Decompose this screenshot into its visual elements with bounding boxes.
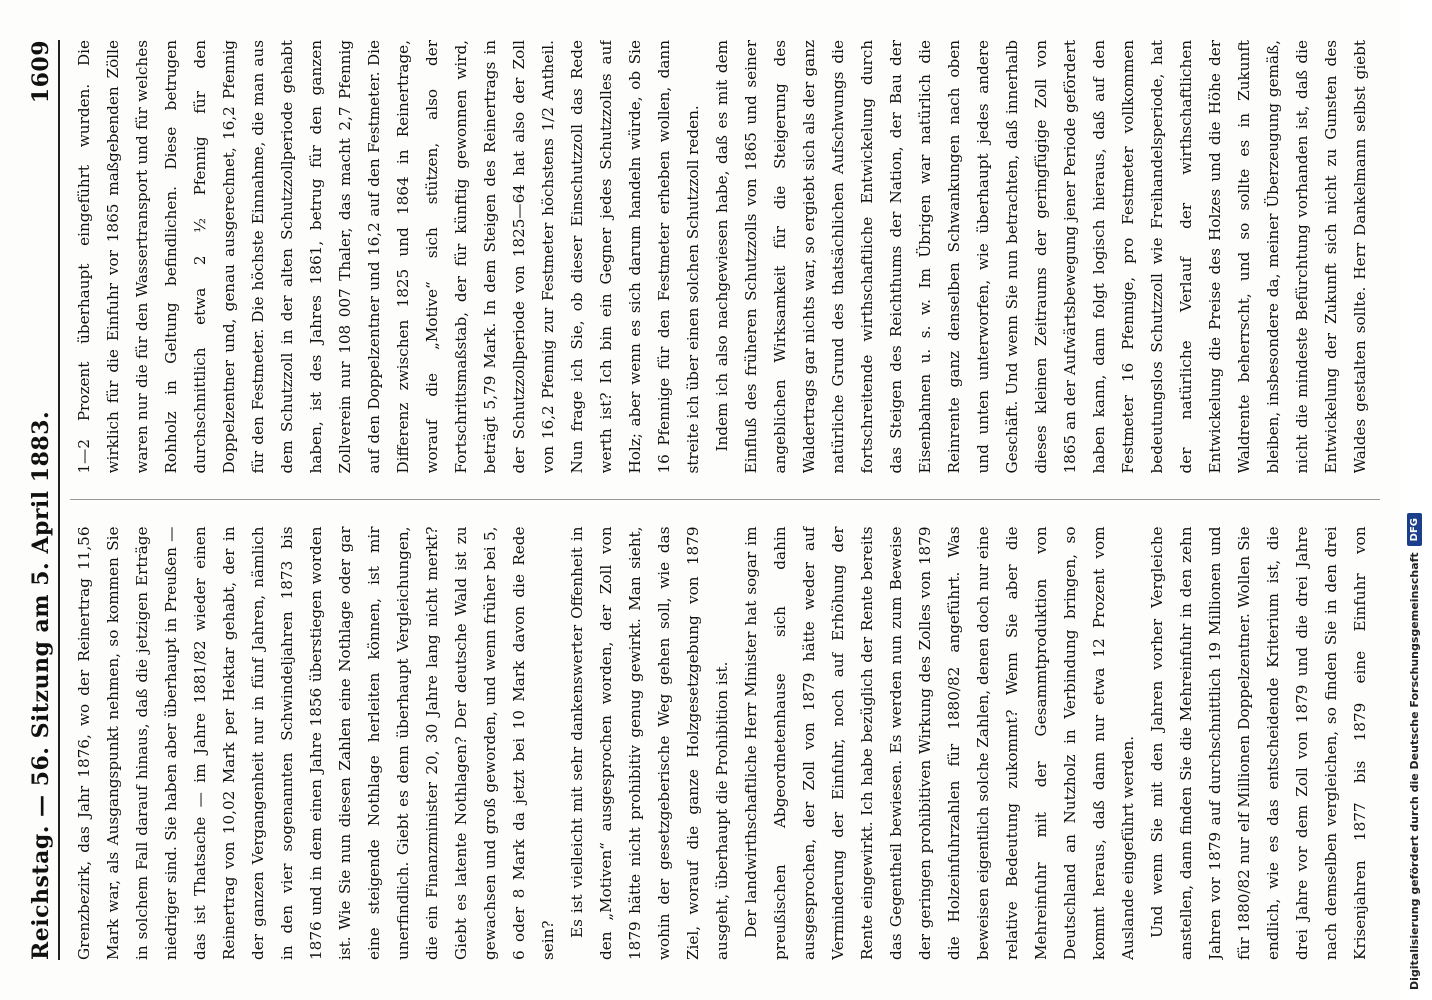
left-column — [70, 527, 1380, 961]
paragraph: Indem ich also nachgewiesen habe, daß es mit dem Einfluß des früheren Schutzzolls von 1865 und seiner angeblichen Wirksamkeit für die Steigerung des Waldertrags gar nichts war, so ergiebt sich als der ganz natürliche Grund des thatsächlichen Aufschwungs die fortschreitende wirthschaftliche Entwickelung durch das Steigen des Reichthums der Nation, der Bau der Eisenbahnen u. s. w. Im Übrigen war natürlich die Reinrente ganz denselben Schwankungen nach oben und unten unterworfen, wie überhaupt jedes andere Geschäft. Und wenn Sie nun betrachten, daß innerhalb dieses kleinen Zeitraums der geringfügige Zoll von 1865 an der Aufwärtsbewegung jener Periode gefördert haben kann, dann folgt logisch hieraus, daß auf den Festmeter 16 Pfennige, pro Festmeter vollkommen bedeutungslos Schutzzoll wie Freihandelsperiode, hat der natürliche Verlauf der wirthschaftlichen Entwickelung die Preise des Holzes und die Höhe der Waldrente beherrscht, und so sollte es in Zukunft bleiben, insbesondere da, meiner Überzeugung gemäß, nicht die mindeste Befürchtung vorhanden ist, daß die Entwickelung der Zukunft sich nicht zu Gunsten des Waldes gestalten sollte. Herr Dankelmann selbst giebt — [713, 40, 1369, 474]
paragraph: Grenzbezirk, das Jahr 1876, wo der Reinertrag 11,56 Mark war, als Ausgangspunkt nehmen, so kommen Sie in solchem Fall darauf hinaus, daß die jetzigen Erträge niedriger sind. Sie haben aber überhaupt in Preußen — das ist Thatsache — im Jahre 1881/82 wieder einen Reinertrag von 10,02 Mark per Hektar gehabt, der in der ganzen Vergangenheit nur in fünf Jahren, nämlich in den vier sogenannten Schwindeljahren 1873 bis 1876 und in dem einen Jahre 1856 überstiegen worden ist. Wie Sie nun diesen Zahlen eine Nothlage oder gar eine steigende Nothlage herleiten können, ist mir unerfindlich. Giebt es denn überhaupt Vergleichungen, die ein Finanzminister 20, 30 Jahre lang nicht merkt? Giebt es latente Nothlagen? Der deutsche Wald ist zu gewachsen und groß geworden, und wenn früher bei 5, 6 oder 8 Mark da jetzt bei 10 Mark davon die Rede sein? — [75, 526, 557, 960]
paragraph: Und wenn Sie mit den Jahren vorher Vergleiche anstellen, dann finden Sie die Mehreinfuhr in den zehn Jahren vor 1879 auf durchschnittlich 19 Millionen und für 1880/82 nur elf Millionen Doppelzentner. Wollen Sie endlich, wie es das entscheidende Kriterium ist, die drei Jahre vor dem Zoll von 1879 und die drei Jahre nach demselben vergleichen, so finden Sie in den drei Krisenjahren 1877 bis 1879 eine Einfuhr von — [1148, 526, 1369, 960]
dfg-logo: DFG — [1407, 513, 1422, 546]
page-title: Reichstag. — 56. Sitzung am 5. April 1883. — [28, 410, 54, 960]
right-column — [70, 40, 1380, 474]
paragraph: 1—2 Prozent überhaupt eingeführt wurden. Die wirklich für die Einfuhr vor 1865 maßgebenden Zölle waren nur die für den Wassertransport und für welches Rohholz in Geltung befindlichen. Diese betrugen durchschnittlich etwa 2 ½ Pfennig für den Doppelzentner und, genau ausgerechnet, 16,2 Pfennig für den Festmeter. Die höchste Einnahme, die man aus dem Schutzzoll in der alten Schutzzollperiode gehabt haben, ist des Jahres 1861, betrug für den ganzen Zollverein nur 108 007 Thaler, das macht 2,7 Pfennig auf den Doppelzentner und 16,2 auf den Festmeter. Die Differenz zwischen 1825 und 1864 in Reinertrage, worauf die „Motive“ sich stützen, also der Fortschrittsmaßstab, der für künftig gewonnen wird, beträgt 5,79 Mark. In dem Steigen des Reinertrags in der Schutzzollperiode von 1825—64 hat also der Zoll von 16,2 Pfennig zur Festmeter höchstens 1/2 Antheil. Nun frage ich Sie, ob dieser Einschutzzoll das Rede werth ist? Ich bin ein Gegner jedes Schutzzolles auf Holz; aber wenn es sich darum handeln würde, ob Sie 16 Pfennige für den Festmeter erheben wollen, dann streite ich über einen solchen Schutzzoll reden. — [75, 40, 702, 474]
paragraph: Der landwirthschaftliche Herr Minister hat sogar im preußischen Abgeordnetenhause sich dahin ausgesprochen, der Zoll von 1879 hätte weder auf Verminderung der Einfuhr, noch auf Erhöhung der Rente eingewirkt. Ich habe bezüglich der Rente bereits das Gegentheil bewiesen. Es werden nun zum Beweise der geringen prohibitiven Wirkung des Zolles von 1879 die Holzeinfuhrzahlen für 1880/82 angeführt. Was beweisen eigentlich solche Zahlen, denen doch nur eine relative Bedeutung zukommt? Wenn Sie aber die Mehreinfuhr mit der Gesammtproduktion von Deutschland an Nutzholz in Verbindung bringen, so kommt heraus, daß dann nur etwa 12 Prozent vom Auslande eingeführt werden. — [742, 526, 1137, 960]
page-header — [14, 40, 60, 960]
paragraph: Es ist vielleicht mit sehr dankenswerter Offenheit in den „Motiven“ ausgesprochen worden, der Zoll von 1879 hätte nicht prohibitiv genug gewirkt. Man sieht, wohin der gesetzgeberische Weg gehen soll, wie das Ziel, worauf die ganze Holzgesetzgebung von 1879 ausgeht, überhaupt die Prohibition ist. — [568, 526, 731, 960]
dfg-notice-text: Digitalisierung gefördert durch die Deutsche Forschungsgemeinschaft — [1407, 552, 1421, 990]
dfg-notice — [1400, 0, 1428, 1000]
text-columns — [70, 40, 1380, 960]
page-number: 1609 — [28, 40, 54, 104]
dfg-sidebar — [1400, 0, 1428, 1000]
column-divider — [70, 500, 1380, 501]
